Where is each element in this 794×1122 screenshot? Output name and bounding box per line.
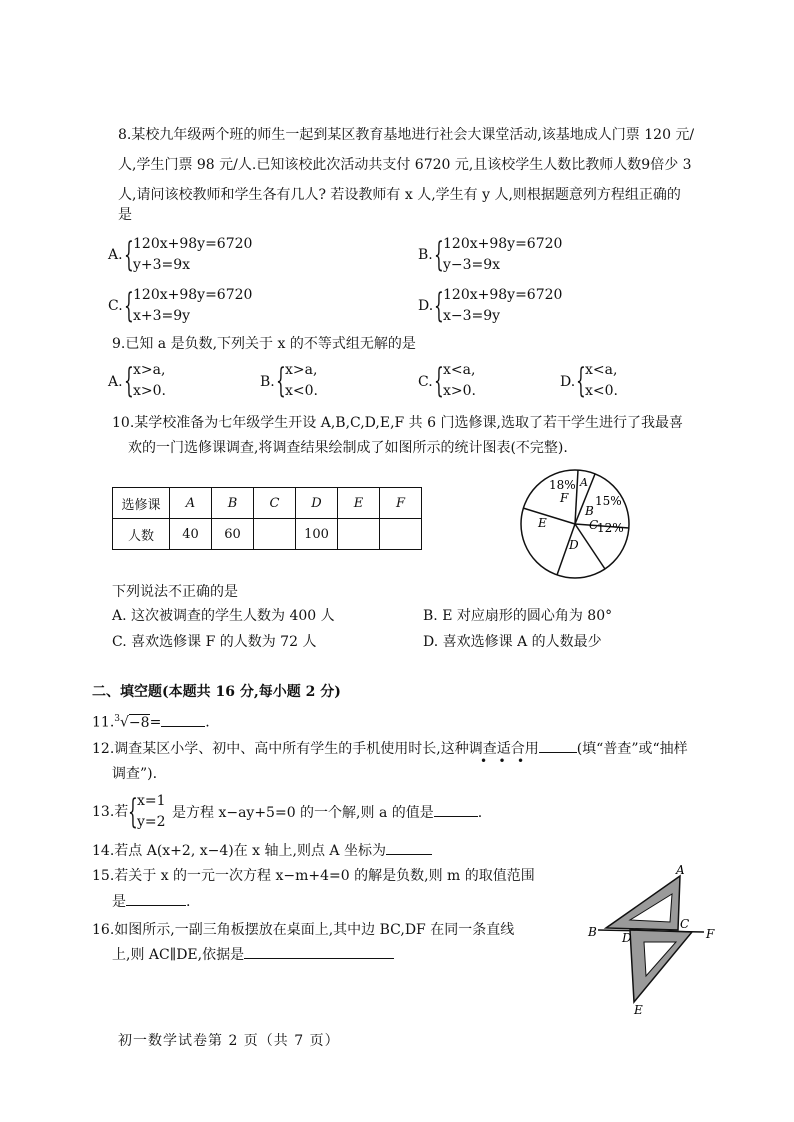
q15-period: . bbox=[186, 894, 191, 910]
q9-option-c-label: C. bbox=[418, 374, 433, 390]
table-cell: 60 bbox=[212, 519, 254, 550]
q11-radicand: −8 bbox=[128, 714, 150, 731]
emphasis-dots: • • • bbox=[480, 754, 525, 768]
q11-number: 11. bbox=[92, 714, 115, 731]
q8-stem-line-1: 8.某校九年级两个班的师生一起到某区教育基地进行社会大课堂活动,该基地成人门票 120 元/ bbox=[118, 127, 695, 143]
q13-rest bbox=[172, 802, 482, 823]
pie-label-c: C bbox=[589, 518, 599, 532]
table-cell: A bbox=[170, 488, 212, 519]
pie-label-d: D bbox=[569, 538, 579, 552]
table-cell: 100 bbox=[296, 519, 338, 550]
q9-option-b-eq2: x<0. bbox=[285, 383, 318, 399]
q8-option-b-eq2: y−3=9x bbox=[443, 257, 501, 273]
figure-label-a: A bbox=[676, 863, 685, 877]
table-row bbox=[113, 519, 422, 550]
q10-option-c: C. 喜欢选修课 F 的人数为 72 人 bbox=[112, 634, 317, 650]
table-cell bbox=[380, 519, 422, 550]
q15-line-2 bbox=[112, 891, 190, 912]
q9-option-b-label: B. bbox=[260, 374, 275, 390]
q12-line-2: 调查”). bbox=[112, 766, 158, 782]
q8-option-a-eq1: 120x+98y=6720 bbox=[133, 236, 253, 252]
q16-text: 上,则 AC∥DE,依据是 bbox=[112, 947, 245, 963]
table-cell: 40 bbox=[170, 519, 212, 550]
q14-answer-blank[interactable] bbox=[386, 840, 432, 855]
q9-stem: 9.已知 a 是负数,下列关于 x 的不等式组无解的是 bbox=[112, 336, 416, 352]
q10-option-a: A. 这次被调查的学生人数为 400 人 bbox=[112, 608, 335, 624]
q15-answer-blank[interactable] bbox=[126, 891, 186, 906]
q9-option-c-eq1: x<a, bbox=[443, 362, 476, 378]
pie-label-c-pct: 12% bbox=[597, 521, 624, 535]
q8-stem-line-3: 人,请问该校教师和学生各有几人? 若设教师有 x 人,学生有 y 人,则根据题意列方程组正确的 bbox=[118, 187, 681, 203]
q12-answer-blank[interactable] bbox=[539, 738, 577, 753]
q8-option-a-label: A. bbox=[108, 247, 123, 263]
q8-option-c-eq1: 120x+98y=6720 bbox=[133, 287, 253, 303]
q9-option-a-eq2: x>0. bbox=[133, 383, 166, 399]
q9-option-b-eq1: x>a, bbox=[285, 362, 318, 378]
q12-text-a: 12.调查某区小学、初中、高中所有学生的手机使用时长,这种调查适合用 bbox=[92, 741, 539, 757]
q12-line-1 bbox=[92, 738, 688, 759]
q11-equals: = bbox=[149, 714, 162, 731]
q8-option-d-label: D. bbox=[418, 298, 434, 314]
q15-line-1: 15.若关于 x 的一元一次方程 x−m+4=0 的解是负数,则 m 的取值范围 bbox=[92, 868, 535, 884]
q13-text: 是方程 x−ay+5=0 的一个解,则 a 的值是 bbox=[172, 805, 434, 821]
q8-option-d-eq2: x−3=9y bbox=[443, 308, 501, 324]
q13-answer-blank[interactable] bbox=[434, 802, 478, 817]
q13-eq1: x=1 bbox=[137, 793, 166, 809]
table-cell bbox=[338, 519, 380, 550]
figure-label-d: D bbox=[622, 931, 632, 945]
pie-label-b-pct: 15% bbox=[595, 494, 622, 508]
q10-stats-table bbox=[112, 487, 422, 550]
triangle-def bbox=[630, 930, 692, 1002]
pie-divider bbox=[523, 508, 575, 524]
q9-option-d-eq2: x<0. bbox=[585, 383, 618, 399]
q10-pie-chart bbox=[519, 468, 631, 580]
q8-option-d-eq1: 120x+98y=6720 bbox=[443, 287, 563, 303]
q8-option-b-label: B. bbox=[418, 247, 433, 263]
q13-eq2: y=2 bbox=[137, 814, 166, 830]
q16-line-1: 16.如图所示,一副三角板摆放在桌面上,其中边 BC,DF 在同一条直线 bbox=[92, 922, 515, 938]
q14 bbox=[92, 840, 432, 861]
pie-label-b: B bbox=[585, 504, 594, 518]
table-row bbox=[113, 488, 422, 519]
figure-label-b: B bbox=[588, 925, 597, 939]
q9-option-c-eq2: x>0. bbox=[443, 383, 476, 399]
q16-line-2 bbox=[112, 944, 394, 965]
q11-root-index: 3 bbox=[114, 714, 120, 724]
q10-question: 下列说法不正确的是 bbox=[112, 584, 238, 600]
q10-option-d: D. 喜欢选修课 A 的人数最少 bbox=[423, 634, 602, 650]
pie-label-f-pct: 18% bbox=[549, 478, 576, 492]
pie-label-a: A bbox=[580, 476, 588, 489]
q11-answer-blank[interactable] bbox=[161, 712, 205, 727]
q13-number: 13.若 bbox=[92, 804, 129, 820]
q9-option-a-label: A. bbox=[108, 374, 123, 390]
figure-label-f: F bbox=[706, 927, 715, 941]
q16-answer-blank[interactable] bbox=[244, 944, 394, 959]
q9-option-d-label: D. bbox=[560, 374, 576, 390]
q9-option-d-eq1: x<a, bbox=[585, 362, 618, 378]
q12-text-b: (填“普查”或“抽样 bbox=[576, 741, 688, 757]
figure-label-c: C bbox=[680, 917, 690, 931]
pie-label-e: E bbox=[538, 516, 547, 530]
q16-triangle-figure bbox=[586, 862, 724, 1020]
q9-option-a-eq1: x>a, bbox=[133, 362, 166, 378]
q8-option-b-eq1: 120x+98y=6720 bbox=[443, 236, 563, 252]
pie-label-f: F bbox=[560, 491, 569, 505]
figure-label-e: E bbox=[634, 1003, 643, 1017]
q15-text: 是 bbox=[112, 894, 126, 910]
q10-option-b: B. E 对应扇形的圆心角为 80° bbox=[423, 608, 613, 624]
table-cell: C bbox=[254, 488, 296, 519]
q8-option-c-label: C. bbox=[108, 298, 123, 314]
table-cell: 选修课 bbox=[113, 488, 170, 519]
q8-option-a-eq2: y+3=9x bbox=[133, 257, 191, 273]
table-cell: B bbox=[212, 488, 254, 519]
q8-option-c-eq2: x+3=9y bbox=[133, 308, 191, 324]
q8-stem-line-2: 人,学生门票 98 元/人.已知该校此次活动共支付 6720 元,且该校学生人数比教师人数9倍少 3 bbox=[118, 157, 692, 173]
table-cell: D bbox=[296, 488, 338, 519]
q10-stem-line-1: 10.某学校准备为七年级学生开设 A,B,C,D,E,F 共 6 门选修课,选取了若干学生进行了我最喜 bbox=[112, 415, 683, 431]
table-cell bbox=[254, 519, 296, 550]
table-cell: F bbox=[380, 488, 422, 519]
page-footer: 初一数学试卷第 2 页（共 7 页） bbox=[118, 1033, 340, 1049]
q11-radical: √ bbox=[120, 714, 129, 731]
section-heading: 二、填空题(本题共 16 分,每小题 2 分) bbox=[92, 684, 341, 700]
q8-stem-line-4: 是 bbox=[118, 207, 132, 223]
q13-period: . bbox=[477, 805, 483, 821]
q11 bbox=[92, 709, 210, 733]
table-cell: E bbox=[338, 488, 380, 519]
table-cell: 人数 bbox=[113, 519, 170, 550]
q14-text: 14.若点 A(x+2, x−4)在 x 轴上,则点 A 坐标为 bbox=[92, 843, 386, 859]
q10-stem-line-2: 欢的一门选修课调查,将调查结果绘制成了如图所示的统计图表(不完整). bbox=[128, 440, 568, 456]
q11-period: . bbox=[205, 714, 210, 731]
